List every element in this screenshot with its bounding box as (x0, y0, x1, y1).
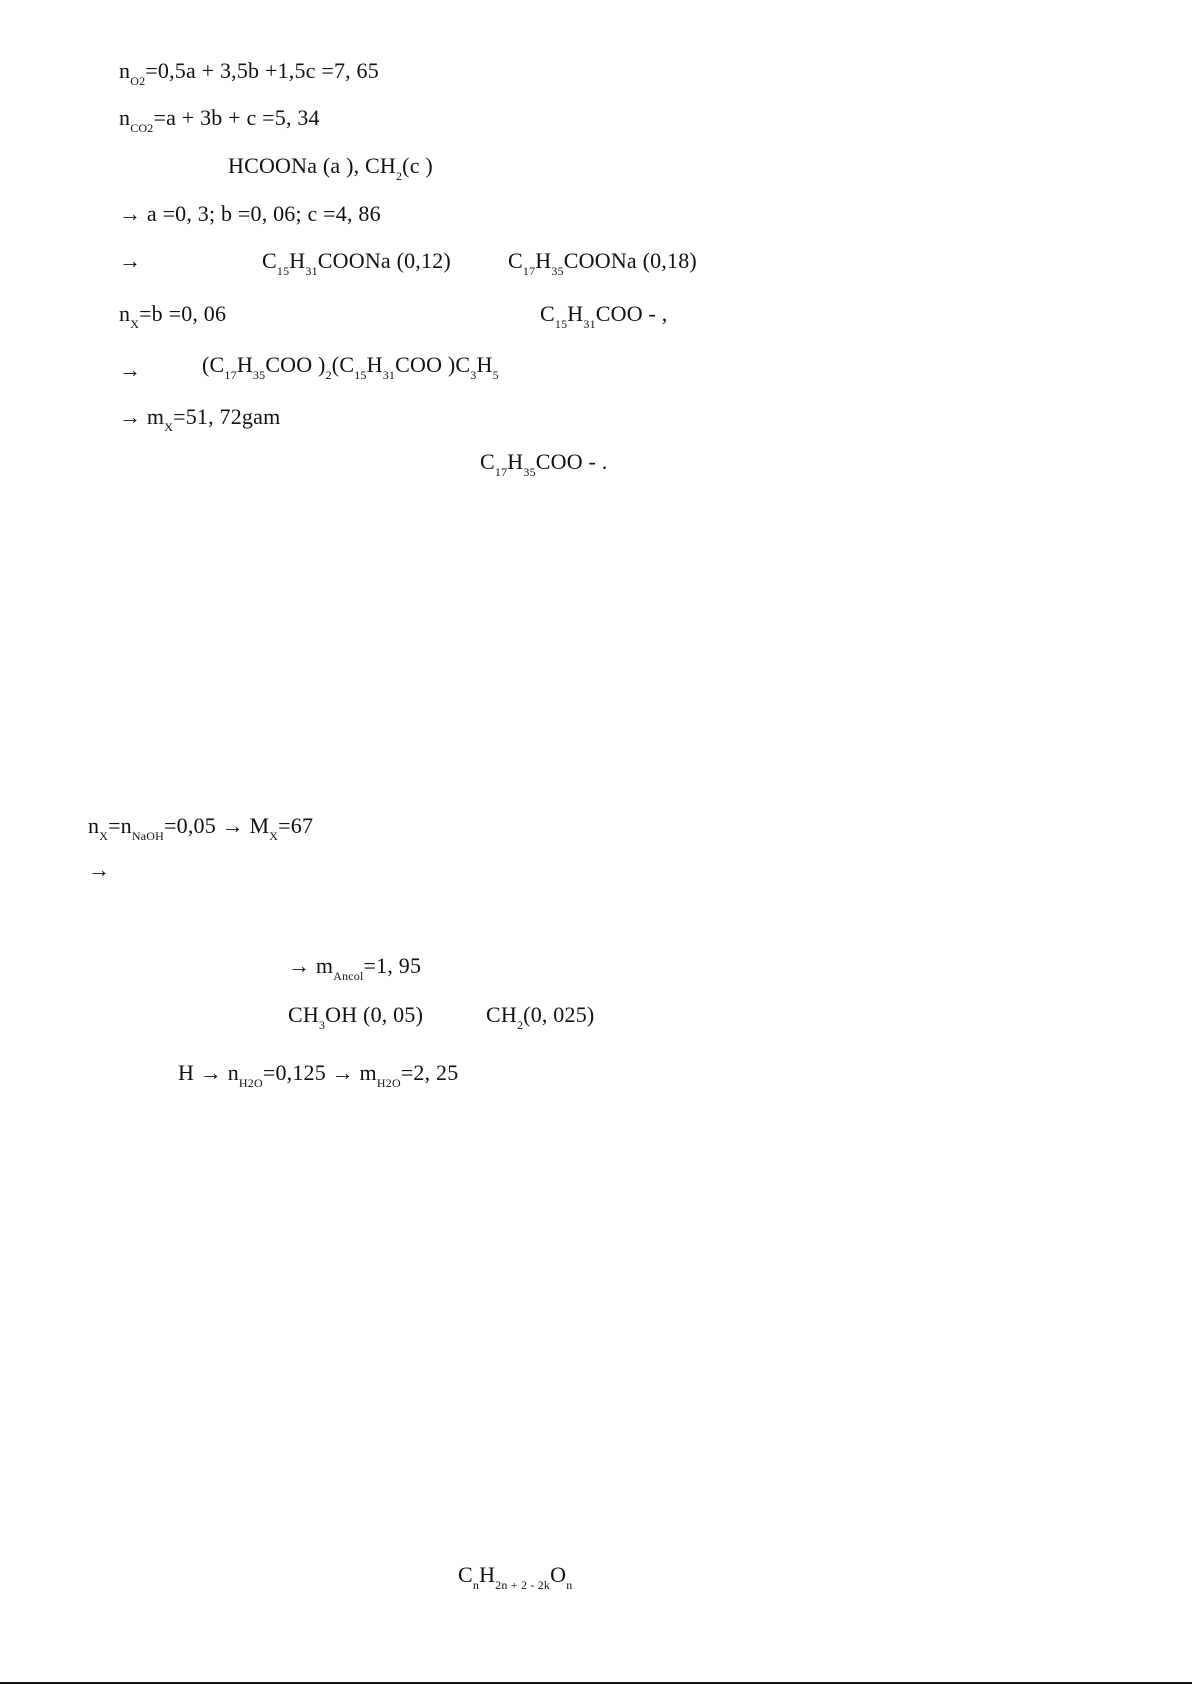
formula-ch2 (486, 1000, 594, 1030)
formula-text: OH (0, 05) (325, 1002, 424, 1027)
subscript: 31 (382, 368, 396, 382)
formula-text: COO ) (265, 352, 326, 377)
formula-c17h35coona (508, 246, 697, 276)
subscript: NaOH (131, 829, 165, 843)
subscript: 15 (276, 264, 290, 278)
formula-text: =b =0, 06 (139, 301, 227, 326)
formula-text: H (535, 248, 552, 273)
subscript: O (130, 74, 140, 88)
formula-text: → (119, 248, 142, 273)
formula-text: =0,5a + 3,5b +1,5c =7, 65 (145, 58, 379, 83)
arrow-line-11 (88, 855, 110, 885)
subscript: 2 (395, 169, 403, 183)
formula-text: C (480, 449, 495, 474)
equation-n-h2o (178, 1058, 458, 1088)
formula-text: =0,05 → M (164, 813, 270, 838)
subscript: 31 (305, 264, 318, 278)
subscript: 2 (516, 1018, 524, 1032)
subscript: CO (130, 121, 148, 135)
equation-abc-values (119, 199, 381, 229)
formula-text: H (476, 352, 493, 377)
formula-text: CH (288, 1002, 319, 1027)
formula-text: → a =0, 3; b =0, 06; c =4, 86 (119, 201, 381, 226)
subscript: 2 (325, 368, 332, 382)
formula-text: C (540, 301, 555, 326)
formula-text: n (88, 813, 100, 838)
subscript: X (99, 829, 109, 843)
equation-m-ancol (288, 951, 421, 981)
subscript: H (238, 1076, 248, 1090)
equation-n-co2 (119, 103, 320, 133)
formula-ch3oh (288, 1000, 423, 1030)
subscript: 2 (147, 121, 154, 135)
formula-text: H (479, 1562, 496, 1587)
equation-hcoona-ch2 (228, 151, 433, 181)
formula-text: =2, 25 (400, 1060, 459, 1085)
subscript: 15 (354, 368, 367, 382)
subscript: O (253, 1076, 263, 1090)
subscript: X (269, 829, 279, 843)
formula-text: =n (108, 813, 132, 838)
formula-text: COONa (0,12) (317, 248, 451, 273)
subscript: 17 (494, 465, 508, 479)
subscript: H (376, 1076, 386, 1090)
formula-text: C (508, 248, 523, 273)
subscript: 31 (583, 317, 596, 331)
formula-text: (0, 025) (523, 1002, 595, 1027)
equation-m-x (119, 402, 280, 432)
formula-text: n (119, 301, 131, 326)
subscript: 17 (522, 264, 536, 278)
formula-text: CH (486, 1002, 517, 1027)
subscript: 2 (385, 1076, 392, 1090)
formula-text: H (567, 301, 584, 326)
arrow-line-7 (119, 355, 141, 385)
subscript: X (130, 317, 140, 331)
formula-text: H (289, 248, 306, 273)
formula-text: C (262, 248, 277, 273)
formula-text: COO - . (535, 449, 608, 474)
subscript: n (472, 1578, 480, 1592)
formula-c17h35coo (480, 447, 607, 477)
subscript: 2n + 2 - 2k (495, 1578, 551, 1592)
formula-text: H (366, 352, 383, 377)
formula-text: HCOONa (a ), CH (228, 153, 396, 178)
formula-c15h31coo (540, 299, 667, 329)
subscript: Ancol (333, 969, 364, 983)
subscript: 15 (554, 317, 568, 331)
formula-text: → (88, 857, 111, 882)
formula-text: C (458, 1562, 473, 1587)
formula-text: (c ) (402, 153, 433, 178)
formula-text: → (119, 357, 142, 382)
equation-n-x (119, 299, 226, 329)
subscript: 3 (470, 368, 477, 382)
formula-text: n (119, 105, 131, 130)
formula-text: COO - , (595, 301, 668, 326)
subscript: 35 (551, 264, 564, 278)
subscript: 2 (247, 1076, 254, 1090)
subscript: O (391, 1076, 401, 1090)
formula-triglyceride (202, 350, 499, 380)
arrow-line-5 (119, 246, 141, 276)
subscript: 35 (523, 465, 536, 479)
formula-text: (C (202, 352, 225, 377)
subscript: 17 (224, 368, 237, 382)
formula-text: =0,125 → m (262, 1060, 377, 1085)
subscript: 3 (318, 1018, 326, 1032)
equation-n-o2 (119, 56, 379, 86)
subscript: n (566, 1578, 573, 1592)
subscript: X (164, 420, 174, 434)
formula-text: (C (331, 352, 355, 377)
formula-text: =a + 3b + c =5, 34 (153, 105, 320, 130)
subscript: 5 (492, 368, 499, 382)
formula-c15h31coona (262, 246, 451, 276)
subscript: 35 (252, 368, 266, 382)
formula-text: O (550, 1562, 567, 1587)
formula-text: H (236, 352, 253, 377)
formula-text: H (507, 449, 524, 474)
formula-text: =51, 72gam (173, 404, 281, 429)
formula-text: COO )C (395, 352, 471, 377)
subscript: 2 (139, 74, 146, 88)
formula-text: =1, 95 (363, 953, 422, 978)
formula-text: H → n (178, 1060, 239, 1085)
formula-text: COONa (0,18) (563, 248, 697, 273)
equation-n-x-naoh (88, 811, 313, 841)
bottom-rule (0, 1682, 1192, 1684)
formula-general (458, 1560, 572, 1590)
formula-text: → m (288, 953, 334, 978)
formula-text: =67 (278, 813, 314, 838)
formula-text: n (119, 58, 131, 83)
formula-text: → m (119, 404, 165, 429)
